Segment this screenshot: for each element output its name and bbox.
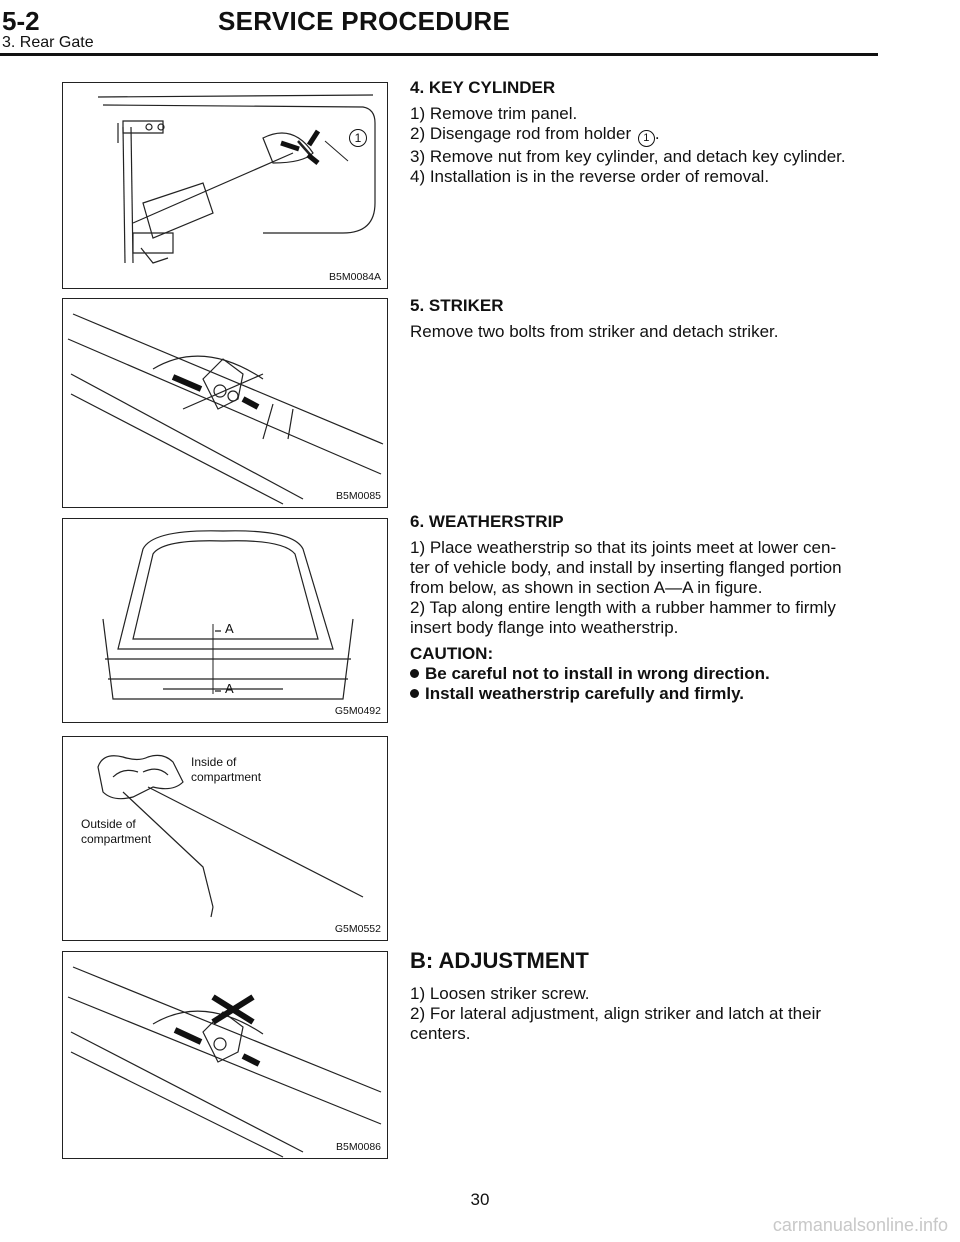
section-label-a-top: A xyxy=(225,621,234,636)
section-label-a-bottom: A xyxy=(225,681,234,696)
section-code: 5-2 xyxy=(2,6,40,36)
step-text: 1) Place weatherstrip so that its joints meet at lower cen- xyxy=(410,538,837,557)
label-outside-compartment: Outside of compartment xyxy=(81,817,152,846)
heading-weatherstrip: 6. WEATHERSTRIP xyxy=(410,512,564,531)
figure-adjustment xyxy=(62,951,388,1159)
figure-weatherstrip-section xyxy=(62,736,388,941)
step-text: from below, as shown in section A—A in figure. xyxy=(410,578,763,597)
caution-heading: CAUTION: xyxy=(410,644,494,663)
figure-code: G5M0492 xyxy=(334,705,381,717)
step-text: 2) For lateral adjustment, align striker and latch at their xyxy=(410,1004,822,1023)
step-text: 1) Remove trim panel. xyxy=(410,104,578,123)
section-adjustment xyxy=(410,948,880,1044)
label-inside-compartment: Inside of compartment xyxy=(191,755,262,784)
section-weatherstrip xyxy=(410,512,880,704)
figure-code: B5M0085 xyxy=(336,490,381,502)
header-rule xyxy=(0,53,878,56)
figure-code: G5M0552 xyxy=(334,923,381,935)
heading-striker: 5. STRIKER xyxy=(410,296,504,315)
figure-code: B5M0086 xyxy=(336,1141,381,1153)
step-text: 4) Installation is in the reverse order of removal. xyxy=(410,167,770,186)
watermark: carmanualsonline.info xyxy=(772,1215,948,1235)
figure-code: B5M0084A xyxy=(329,271,381,283)
step-text: centers. xyxy=(410,1024,471,1043)
step-text: 2) Tap along entire length with a rubber hammer to firmly xyxy=(410,598,836,617)
page-number: 30 xyxy=(470,1190,490,1209)
figure-weatherstrip-rear xyxy=(62,518,388,723)
heading-adjustment: B: ADJUSTMENT xyxy=(410,948,589,973)
key-cylinder-illustration xyxy=(63,83,387,288)
bullet-icon xyxy=(410,689,419,698)
page-title: SERVICE PROCEDURE xyxy=(218,6,511,36)
step-text: 3) Remove nut from key cylinder, and detach key cylinder. xyxy=(410,147,846,166)
page-subtitle: 3. Rear Gate xyxy=(2,34,94,51)
step-text: 1) Loosen striker screw. xyxy=(410,984,590,1003)
caution-item: Be careful not to install in wrong direction. xyxy=(410,664,880,684)
figure-striker xyxy=(62,298,388,508)
figure-key-cylinder xyxy=(62,82,388,289)
step-text: Remove two bolts from striker and detach striker. xyxy=(410,322,779,341)
section-key-cylinder xyxy=(410,78,880,187)
step-text: ter of vehicle body, and install by inserting flanged portion xyxy=(410,558,842,577)
callout-1: 1 xyxy=(349,129,367,147)
step-text: insert body flange into weatherstrip. xyxy=(410,618,679,637)
section-striker xyxy=(410,296,880,342)
step-text: 2) Disengage rod from holder 1 . xyxy=(410,124,880,147)
reference-circle: 1 xyxy=(638,130,655,147)
adjustment-illustration xyxy=(63,952,387,1158)
striker-illustration xyxy=(63,299,387,507)
bullet-icon xyxy=(410,669,419,678)
caution-item: Install weatherstrip carefully and firmly. xyxy=(410,684,880,704)
heading-key-cylinder: 4. KEY CYLINDER xyxy=(410,78,556,97)
